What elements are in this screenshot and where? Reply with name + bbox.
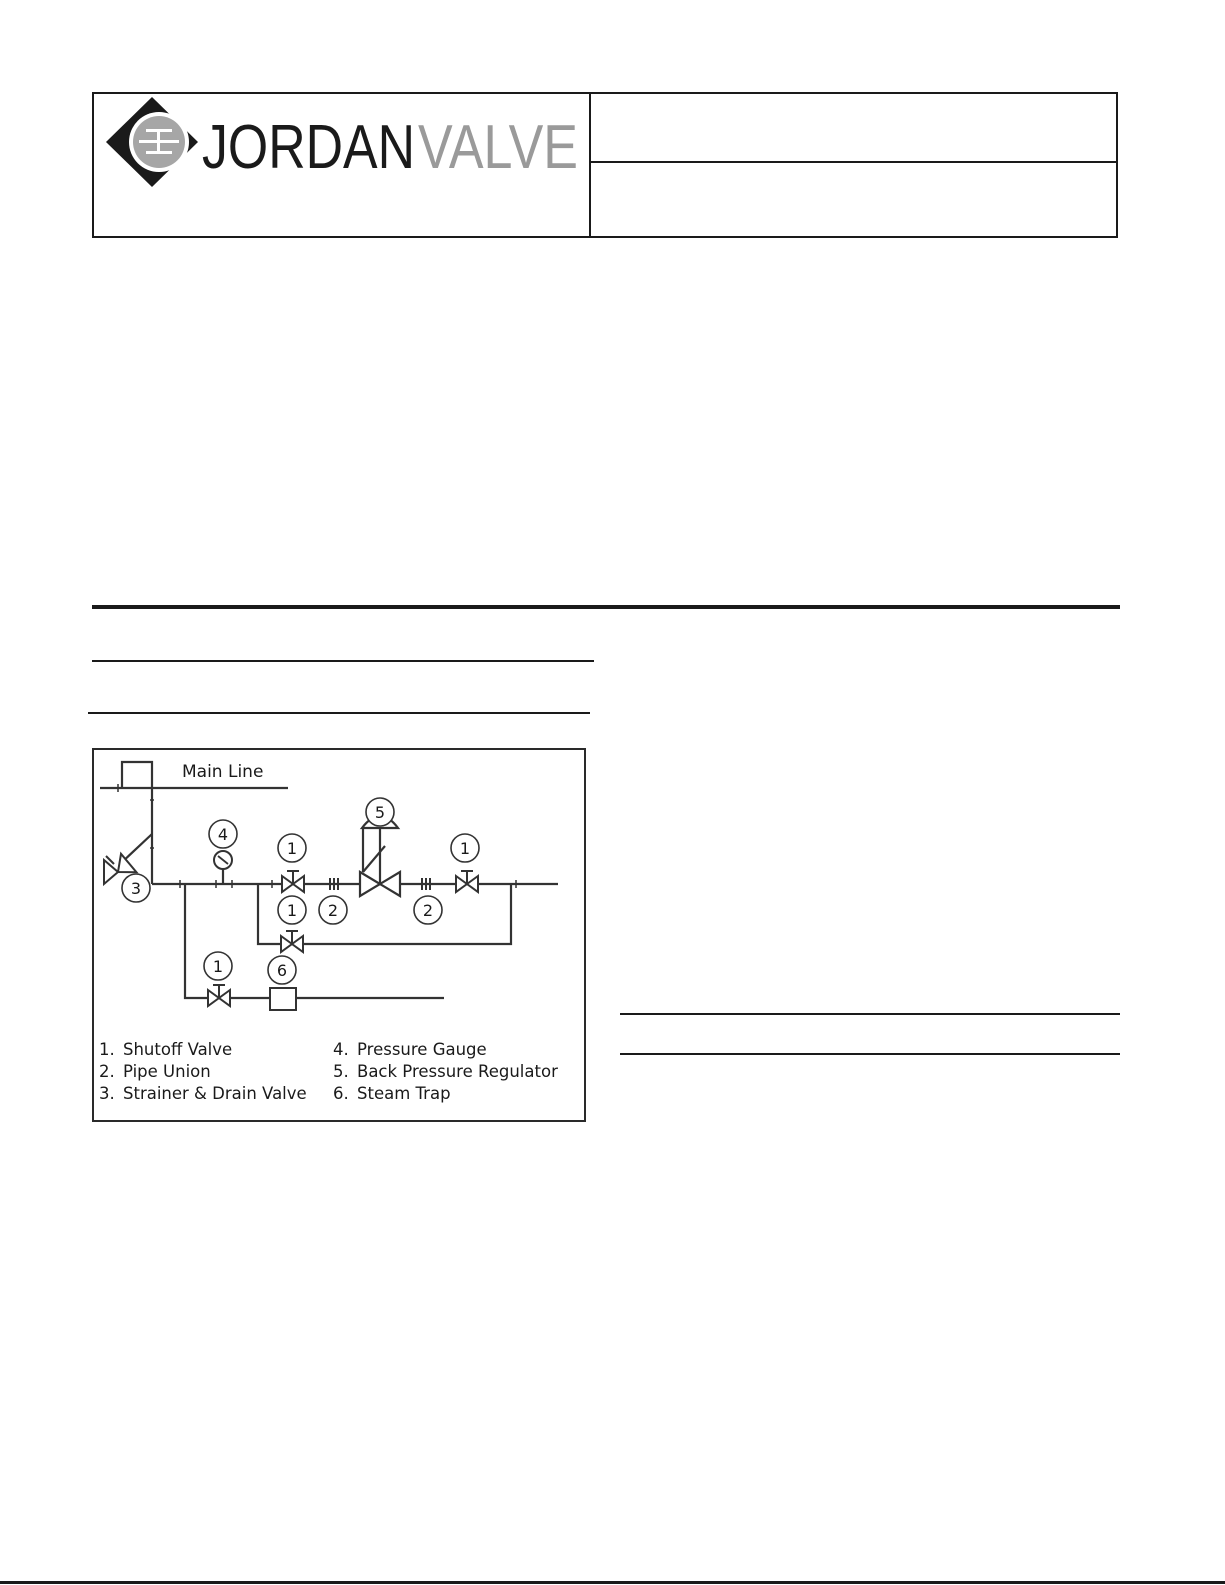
left-heading-rule-top: [92, 660, 594, 662]
callout-1: 1: [459, 839, 471, 858]
legend-item: 3. Strainer & Drain Valve: [99, 1084, 307, 1103]
header-title-cell: [600, 100, 1110, 156]
legend-label: Pressure Gauge: [357, 1040, 487, 1059]
callout-1: 1: [212, 957, 224, 976]
legend-item: 6. Steam Trap: [333, 1084, 451, 1103]
left-heading-rule-bottom: [88, 712, 590, 714]
main-line-label: Main Line: [182, 762, 264, 782]
trap-shutoff-valve-icon: [208, 985, 230, 1006]
callout-1: 1: [286, 901, 298, 920]
page-bottom-rule: [0, 1581, 1225, 1584]
legend-label: Steam Trap: [357, 1084, 451, 1103]
legend-label: Shutoff Valve: [123, 1040, 233, 1059]
header-divider-horizontal: [591, 161, 1118, 163]
legend-label: Strainer & Drain Valve: [123, 1084, 307, 1103]
header-divider-vertical: [589, 92, 591, 236]
legend-item: 4. Pressure Gauge: [333, 1040, 487, 1059]
pressure-gauge-icon: [214, 851, 232, 869]
logo-text-jordan: JORDAN: [202, 113, 415, 182]
callout-1: 1: [286, 839, 298, 858]
callout-5: 5: [374, 803, 386, 822]
piping-diagram: [92, 748, 586, 1028]
callout-2: 2: [422, 901, 434, 920]
bypass-shutoff-valve-icon: [281, 931, 303, 952]
callout-2: 2: [327, 901, 339, 920]
legend-item: 2. Pipe Union: [99, 1062, 211, 1081]
right-heading-rule-top: [620, 1013, 1120, 1015]
header-subtitle-cell: [600, 168, 1110, 230]
callout-3: 3: [130, 879, 142, 898]
right-heading-rule-bottom: [620, 1053, 1120, 1055]
callout-4: 4: [217, 825, 229, 844]
callout-6: 6: [276, 961, 288, 980]
back-pressure-regulator-icon: [360, 816, 400, 896]
shutoff-valve-icon: [282, 871, 304, 892]
legend-label: Pipe Union: [123, 1062, 211, 1081]
section-rule: [92, 605, 1120, 609]
shutoff-valve-icon: [456, 871, 478, 892]
legend-label: Back Pressure Regulator: [357, 1062, 558, 1081]
logo-text-valve: VALVE: [418, 113, 578, 182]
legend-item: 1. Shutoff Valve: [99, 1040, 233, 1059]
jordan-valve-logo: [106, 96, 581, 188]
legend-item: 5. Back Pressure Regulator: [333, 1062, 558, 1081]
steam-trap-icon: [270, 988, 296, 1010]
